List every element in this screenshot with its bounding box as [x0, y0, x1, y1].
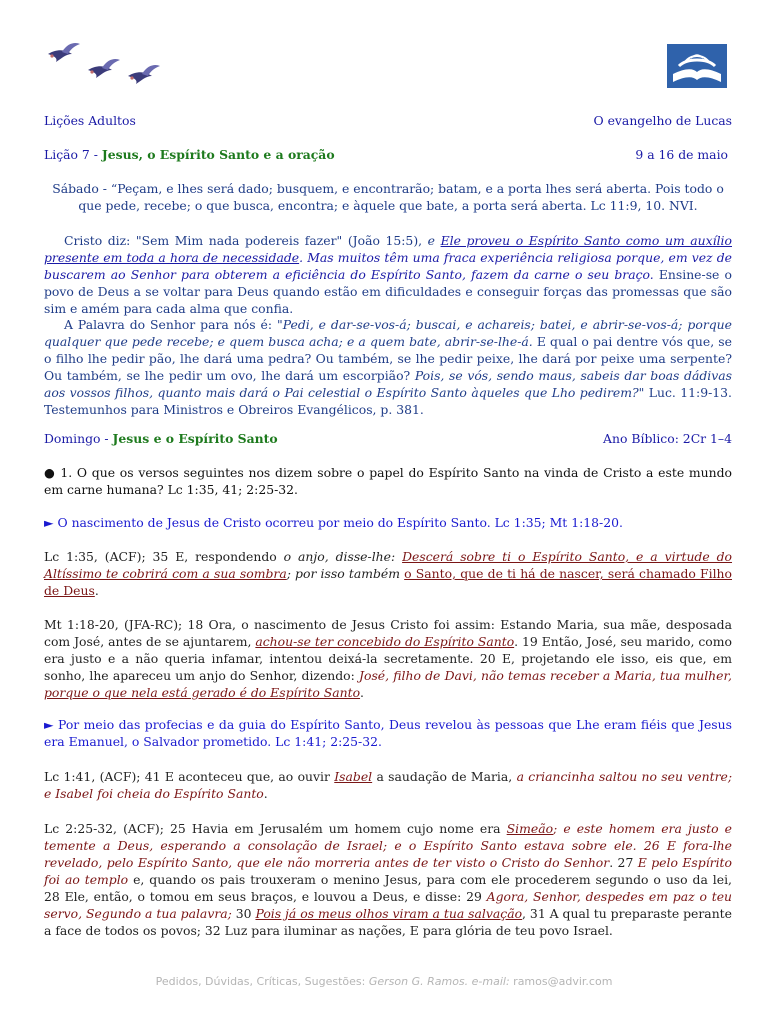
verse-lc-1-35	[44, 548, 732, 599]
verse-highlight-2: o Santo, que de ti há de nascer, será chamado Filho de Deus	[44, 566, 732, 598]
verse-text: Lc 1:41, (ACF); 41 E aconteceu que, ao ouvir	[44, 769, 335, 784]
verse-italic: a criancinha saltou no seu ventre; e Isabel foi cheia do Espírito Santo	[44, 769, 732, 801]
verse-highlight: Descerá sobre ti o Espírito Santo, e a virtude do Altíssimo te cobrirá com a sua sombra	[44, 549, 733, 581]
verse-text-2: . 27	[609, 855, 638, 870]
course-label: Lições Adultos	[44, 113, 136, 128]
word-quote-2: Pois, se vós, sendo maus, sabeis dar boas dádivas aos vossos filhos, quanto mais dará o Pai celestial o Espírito Santo àqueles que Lho pedirem?"	[44, 368, 732, 400]
intro-italic: e	[427, 233, 441, 248]
verse-lc-2-25	[44, 820, 732, 939]
question-1: ● 1. O que os versos seguintes nos dizem sobre o papel do Espírito Santo na vinda de Cristo a este mundo em carne humana? Lc 1:35, 41; 2:25-32.	[44, 465, 732, 497]
sabado-text: - “Peçam, e lhes será dado; busquem, e encontrarão; batam, e a porta lhes será aberta. Pois todo o que pede, recebe; o que busca, encontra; e àquele que bate, a porta será aberta. Lc 11:9, 10. NVI.	[78, 181, 724, 213]
domingo-label: Domingo -	[44, 431, 113, 446]
word-source: Luc. 11:9-13. Testemunhos para Ministros e Obreiros Evangélicos, p. 381.	[44, 385, 732, 417]
sabado-verse	[44, 180, 732, 214]
verse-lc-1-41	[44, 768, 732, 802]
lesson-row	[44, 146, 732, 164]
word-quote: "Pedi, e dar-se-vos-á; buscai, e achareis; batei, e abrir-se-vos-á; porque qualquer que pede recebe; e quem busca acha; e a quem bate, abrir-se-lhe-á.	[44, 317, 732, 349]
intro-paragraph	[44, 232, 732, 317]
ano-biblico: Ano Bíblico: 2Cr 1–4	[603, 431, 732, 446]
verse-italic: ; e este homem era justo e temente a Deus, esperando a consolação de Israel; e o Espírito Santo estava sobre ele. 26 E fora-lhe revelado, pelo Espírito Santo, que ele não morreria antes de ter visto o Cristo do Senhor	[44, 821, 732, 870]
verse-end: .	[94, 583, 99, 598]
verse-name: Isabel	[334, 769, 373, 784]
verse-text-2: . 19 Então, José, seu marido, como era justo e a não queria infamar, intentou deixá-la secretamente. 20 E, projetando ele isso, eis que, em sonho, lhe apareceu um anjo do Senhor, dizendo:	[44, 634, 732, 683]
verse-end: .	[360, 685, 364, 700]
lesson-number: Lição 7 -	[44, 147, 102, 162]
open-book-logo	[665, 42, 729, 90]
verse-italic-3: Agora, Senhor, despedes em paz o teu servo, Segundo a tua palavra;	[44, 889, 733, 921]
lesson-heading	[44, 146, 335, 164]
point-1: ► O nascimento de Jesus de Cristo ocorreu por meio do Espírito Santo. Lc 1:35; Mt 1:18-20.	[44, 515, 623, 530]
word-paragraph	[44, 316, 732, 418]
domingo-row	[44, 430, 732, 448]
verse-mt-1-18	[44, 616, 732, 701]
verse-highlight-2: porque o que nela está gerado é do Espírito Santo	[44, 685, 361, 700]
word-text: A Palavra do Senhor para nós é:	[64, 317, 278, 332]
footer-author: Gerson G. Ramos. e-mail:	[368, 975, 514, 988]
verse-italic: José, filho de Davi, não temas receber a Maria, tua mulher,	[359, 668, 732, 683]
verse-italic: o anjo, disse-lhe:	[283, 549, 403, 564]
flying-doves-logo	[44, 40, 172, 96]
lesson-dates: 9 a 16 de maio	[635, 147, 728, 162]
point-2: ► Por meio das profecias e da guia do Espírito Santo, Deus revelou às pessoas que Lhe eram fiéis que Jesus era Emanuel, o Salvador prometido. Lc 1:41; 2:25-32.	[44, 717, 732, 749]
footer	[0, 975, 768, 988]
footer-label: Pedidos, Dúvidas, Críticas, Sugestões:	[155, 975, 369, 988]
header-row	[44, 112, 732, 130]
verse-text: Lc 2:25-32, (ACF); 25 Havia em Jerusalém um homem cujo nome era	[44, 821, 507, 836]
verse-text-2: a saudação de Maria,	[372, 769, 517, 784]
sabado-label: Sábado	[52, 181, 99, 196]
verse-highlight: Pois já os meus olhos viram a tua salvação	[255, 906, 523, 921]
verse-italic-2: E pelo Espírito foi ao templo	[44, 855, 732, 887]
verse-text: Lc 1:35, (ACF); 35 E, respondendo	[44, 549, 284, 564]
lesson-title: Jesus, o Espírito Santo e a oração	[101, 147, 335, 162]
verse-text-3: e, quando os pais trouxeram o menino Jesus, para com ele procederem segundo o uso da lei, 28 Ele, então, o tomou em seus braços, e louvou a Deus, e disse: 29	[44, 872, 732, 904]
verse-name: Simeão	[506, 821, 554, 836]
word-text-2: E qual o pai dentre vós que, se o filho lhe pedir pão, lhe dará uma pedra? Ou também, se lhe pedir peixe, lhe dará por peixe uma serpente? Ou também, se lhe pedir um ovo, lhe dará um escorpião?	[44, 334, 732, 383]
verse-highlight: achou-se ter concebido do Espírito Santo	[255, 634, 515, 649]
domingo-heading	[44, 430, 278, 448]
verse-text: Mt 1:18-20, (JFA-RC); 18 Ora, o nascimento de Jesus Cristo foi assim: Estando Maria, sua mãe, desposada com José, antes de se ajuntarem,	[44, 617, 732, 649]
intro-underlined: Ele proveu o Espírito Santo como um auxílio presente em toda a hora de necessidade	[44, 233, 732, 265]
intro-text-2: Ensine-se o povo de Deus a se voltar para Deus quando estão em dificuldades e conseguir forças das promessas que são sim e amém para cada alma que confia.	[44, 267, 732, 316]
book-title: O evangelho de Lucas	[593, 113, 732, 128]
verse-end: .	[263, 786, 268, 801]
domingo-title: Jesus e o Espírito Santo	[112, 431, 278, 446]
intro-text: Cristo diz: "Sem Mim nada podereis fazer" (João 15:5),	[64, 233, 428, 248]
verse-italic-2: ; por isso também	[286, 566, 405, 581]
verse-text-4: 30	[231, 906, 256, 921]
footer-email-link[interactable]: ramos@advir.com	[513, 975, 613, 988]
verse-text-5: , 31 A qual tu preparaste perante a face de todos os povos; 32 Luz para iluminar as nações, E para glória de teu povo Israel.	[44, 906, 732, 938]
intro-italic-2: . Mas muitos têm uma fraca experiência religiosa porque, em vez de buscarem ao Senhor para obterem a eficiência do Espírito Santo, fazem da carne o seu braço.	[44, 250, 732, 282]
